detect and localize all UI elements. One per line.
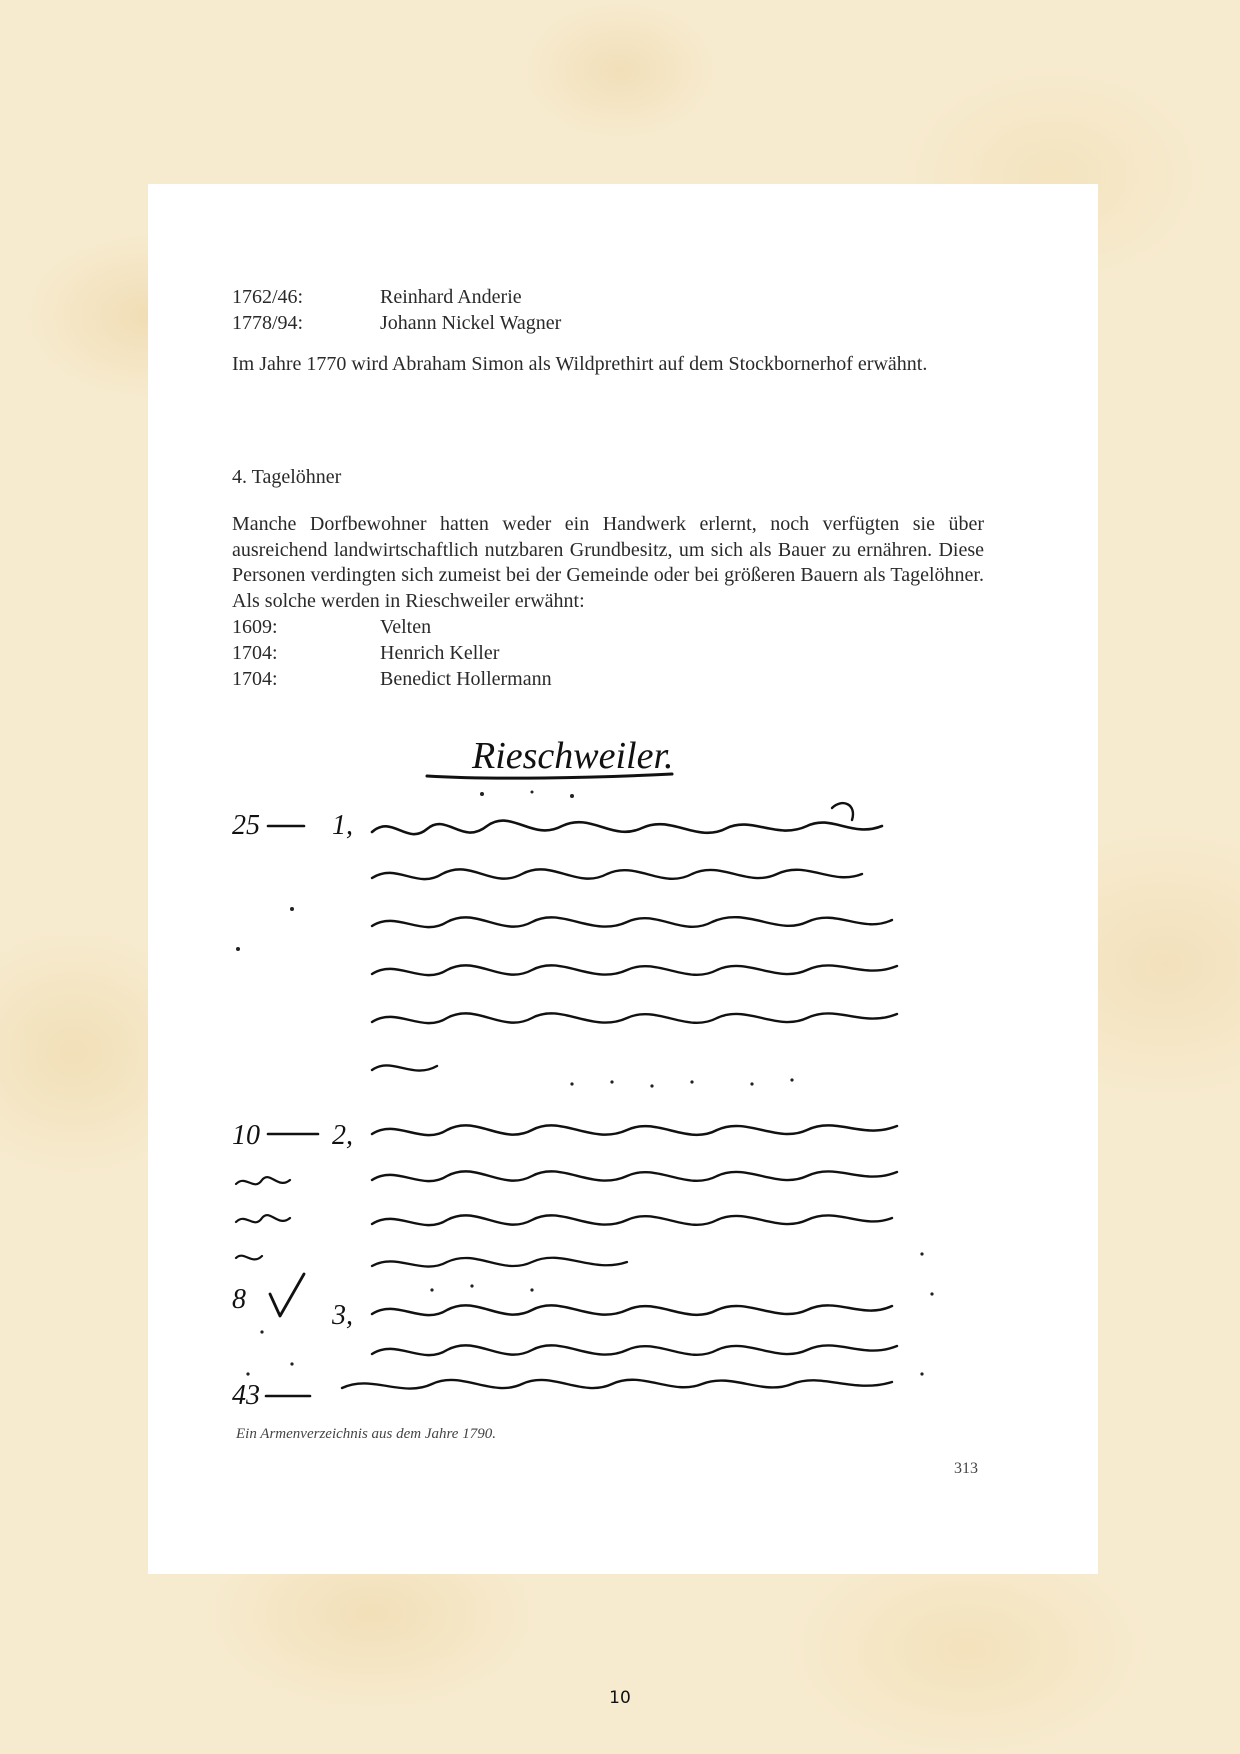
paragraph: Im Jahre 1770 wird Abraham Simon als Wildprethirt auf dem Stockbornerhof erwähnt. [232,353,928,375]
list-name: Benedict Hollermann [380,668,552,690]
entry-number: 3, [332,1300,353,1331]
book-page [148,184,1098,1574]
margin-number: 8 [232,1284,246,1315]
margin-number: 43 [232,1380,260,1409]
list-name: Johann Nickel Wagner [380,312,562,334]
list-name: Henrich Keller [380,642,500,664]
margin-number: 10 [232,1120,260,1151]
list-year: 1778/94: [232,312,304,334]
entry-number: 1, [332,810,353,841]
margin-number: 25 [232,810,260,841]
list-year: 1704: [232,642,278,664]
list-year: 1762/46: [232,286,304,308]
figure-caption: Ein Armenverzeichnis aus dem Jahre 1790. [236,1426,496,1442]
list-name: Reinhard Anderie [380,286,522,308]
book-page-number: 313 [954,1460,978,1477]
list-name: Velten [380,616,432,638]
paragraph: Manche Dorfbewohner hatten weder ein Handwerk erlernt, noch verfügten sie über ausreichend landwirtschaftlich nutzbaren Grundbesitz, um sich als Bauer zu ernähren. Diese Personen verdingten sich zumeist bei der Gemeinde oder bei größeren Bauern als Tagelöhner. Als solche werden in Rieschweiler erwähnt: [232,513,984,612]
list-year: 1609: [232,616,278,638]
list-year: 1704: [232,668,278,690]
entry-number: 2, [332,1120,353,1151]
manuscript-title: Rieschweiler. [472,735,674,777]
handwritten-manuscript-image [232,734,992,1409]
document-page-number: 10 [609,1688,631,1708]
section-heading: 4. Tagelöhner [232,466,342,488]
